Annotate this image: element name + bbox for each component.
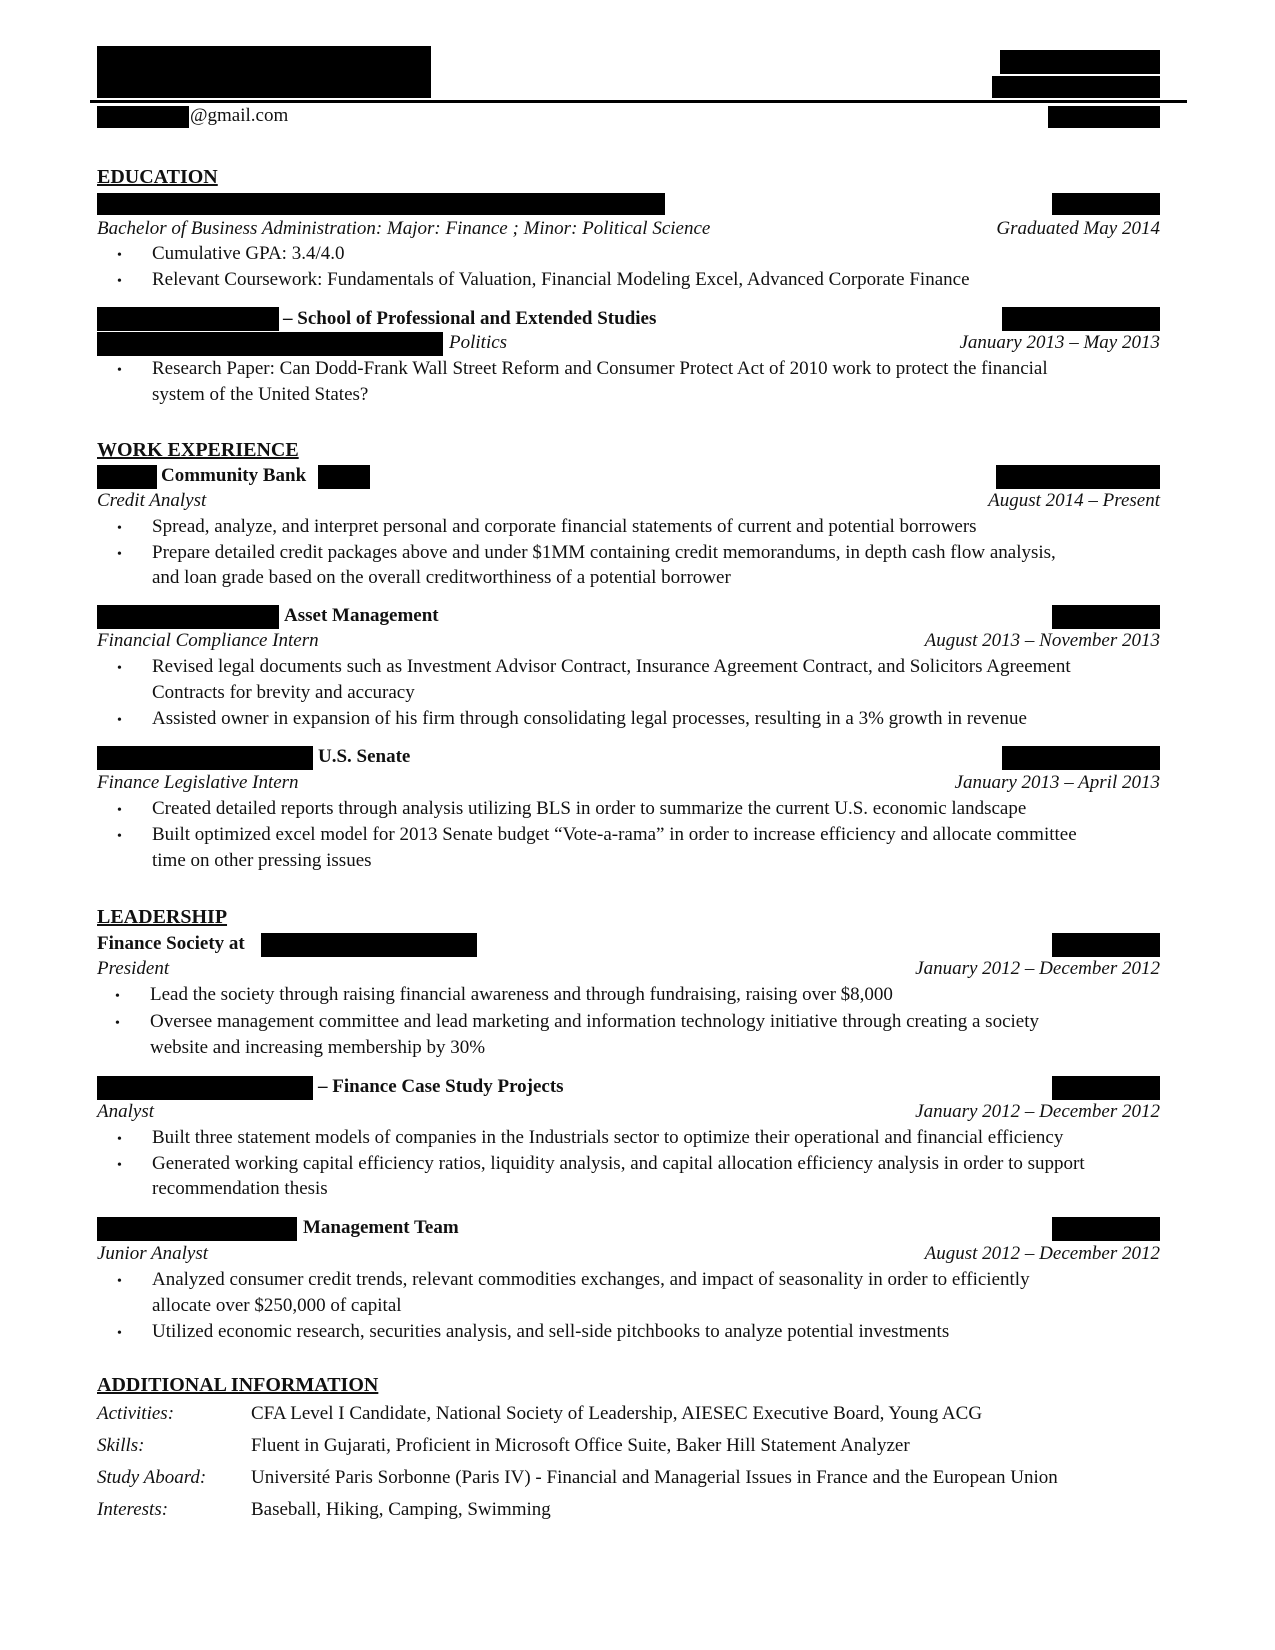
redacted-location xyxy=(1052,193,1160,215)
degree: Bachelor of Business Administration: Major: Finance ; Minor: Political Science xyxy=(97,218,711,239)
redacted-bank-suffix xyxy=(318,465,370,489)
redacted-bank-prefix xyxy=(97,465,157,489)
email-suffix: @gmail.com xyxy=(190,105,289,126)
bullet: • xyxy=(117,803,122,818)
role3-bullet1-line2: allocate over $250,000 of capital xyxy=(152,1295,402,1316)
job1-bullet2-line2: and loan grade based on the overall creditworthiness of a potential borrower xyxy=(152,567,731,588)
role2-title: Analyst xyxy=(97,1101,154,1122)
role1-org: Finance Society at xyxy=(97,933,245,954)
job2-org: Asset Management xyxy=(284,605,439,626)
redacted-role2-prefix xyxy=(97,1076,313,1100)
redacted-job1-location xyxy=(996,465,1160,489)
gpa: Cumulative GPA: 3.4/4.0 xyxy=(152,243,345,264)
redacted-address-line1 xyxy=(1000,50,1160,74)
coursework: Relevant Coursework: Fundamentals of Valuation, Financial Modeling Excel, Advanced Corporate Finance xyxy=(152,269,970,290)
job2-bullet2: Assisted owner in expansion of his firm through consolidating legal processes, resulting in a 3% growth in revenue xyxy=(152,708,1027,729)
program2: Politics xyxy=(449,332,508,353)
skills-label: Skills: xyxy=(97,1435,145,1456)
role2-bullet2-line1: Generated working capital efficiency ratios, liquidity analysis, and capital allocation efficiency analysis in order to support xyxy=(152,1153,1085,1174)
job3-org: U.S. Senate xyxy=(318,746,411,767)
redacted-phone xyxy=(1048,106,1160,128)
bullet: • xyxy=(117,1274,122,1289)
role1-bullet1: Lead the society through raising financial awareness and through fundraising, raising over $8,000 xyxy=(150,984,893,1005)
role2-org: – Finance Case Study Projects xyxy=(318,1076,564,1097)
redacted-school2 xyxy=(97,307,279,331)
section-heading-work: WORK EXPERIENCE xyxy=(97,439,299,461)
bullet: • xyxy=(117,248,122,263)
job1-title: Credit Analyst xyxy=(97,490,207,511)
redacted-role1-school xyxy=(261,933,477,957)
role3-title: Junior Analyst xyxy=(97,1243,209,1264)
bullet: • xyxy=(117,547,122,562)
section-heading-additional: ADDITIONAL INFORMATION xyxy=(97,1374,379,1396)
redacted-course2 xyxy=(97,332,443,356)
redacted-job3-prefix xyxy=(97,746,313,770)
school2-name: – School of Professional and Extended Studies xyxy=(283,308,657,329)
job1-bullet1: Spread, analyze, and interpret personal and corporate financial statements of current and potential borrowers xyxy=(152,516,977,537)
role1-title: President xyxy=(97,958,170,979)
job1-bullet2-line1: Prepare detailed credit packages above and under $1MM containing credit memorandums, in depth cash flow analysis, xyxy=(152,542,1056,563)
job2-title: Financial Compliance Intern xyxy=(97,630,319,651)
research-line1: Research Paper: Can Dodd-Frank Wall Street Reform and Consumer Protect Act of 2010 work to protect the financial xyxy=(152,358,1048,379)
role3-date: August 2012 – December 2012 xyxy=(924,1243,1160,1264)
job3-bullet2-line2: time on other pressing issues xyxy=(152,850,372,871)
job3-bullet1: Created detailed reports through analysis utilizing BLS in order to summarize the current U.S. economic landscape xyxy=(152,798,1027,819)
job2-date: August 2013 – November 2013 xyxy=(924,630,1160,651)
bullet: • xyxy=(117,363,122,378)
redacted-email-user xyxy=(97,106,189,128)
interests-label: Interests: xyxy=(97,1499,169,1520)
redacted-role3-location xyxy=(1052,1217,1160,1241)
research-line2: system of the United States? xyxy=(152,384,369,405)
redacted-location2 xyxy=(1002,307,1160,331)
redacted-job2-prefix xyxy=(97,605,279,629)
job1-date: August 2014 – Present xyxy=(988,490,1160,511)
role1-bullet2-line2: website and increasing membership by 30% xyxy=(150,1037,486,1058)
date2: January 2013 – May 2013 xyxy=(959,332,1160,353)
role3-bullet1-line1: Analyzed consumer credit trends, relevant commodities exchanges, and impact of seasonality in order to efficiently xyxy=(152,1269,1030,1290)
interests-value: Baseball, Hiking, Camping, Swimming xyxy=(251,1499,551,1520)
study-label: Study Aboard: xyxy=(97,1467,207,1488)
bullet: • xyxy=(117,1158,122,1173)
bullet: • xyxy=(117,274,122,289)
redacted-role1-location xyxy=(1052,933,1160,957)
activities-label: Activities: xyxy=(97,1403,175,1424)
bullet: • xyxy=(117,1326,122,1341)
bullet: • xyxy=(117,1132,122,1147)
role1-date: January 2012 – December 2012 xyxy=(915,958,1160,979)
activities-value: CFA Level I Candidate, National Society of Leadership, AIESEC Executive Board, Young ACG xyxy=(251,1403,983,1424)
bullet: • xyxy=(117,713,122,728)
role3-bullet2: Utilized economic research, securities analysis, and sell-side pitchbooks to analyze potential investments xyxy=(152,1321,950,1342)
header-rule xyxy=(90,100,1187,103)
section-heading-leadership: LEADERSHIP xyxy=(97,906,228,928)
bullet: • xyxy=(115,989,120,1004)
redacted-name xyxy=(97,46,431,98)
bullet: • xyxy=(115,1016,120,1031)
role2-date: January 2012 – December 2012 xyxy=(915,1101,1160,1122)
section-heading-education: EDUCATION xyxy=(97,166,218,188)
study-value: Université Paris Sorbonne (Paris IV) - Financial and Managerial Issues in France and the European Union xyxy=(251,1467,1058,1488)
bullet: • xyxy=(117,521,122,536)
degree-date: Graduated May 2014 xyxy=(996,218,1160,239)
job3-bullet2-line1: Built optimized excel model for 2013 Senate budget “Vote-a-rama” in order to increase efficiency and allocate committee xyxy=(152,824,1077,845)
job2-bullet1-line1: Revised legal documents such as Investment Advisor Contract, Insurance Agreement Contract, and Solicitors Agreement xyxy=(152,656,1071,677)
bullet: • xyxy=(117,661,122,676)
role1-bullet2-line1: Oversee management committee and lead marketing and information technology initiative through creating a society xyxy=(150,1011,1040,1032)
skills-value: Fluent in Gujarati, Proficient in Microsoft Office Suite, Baker Hill Statement Analyzer xyxy=(251,1435,910,1456)
redacted-address-line2 xyxy=(992,76,1160,98)
redacted-role2-location xyxy=(1052,1076,1160,1100)
job2-bullet1-line2: Contracts for brevity and accuracy xyxy=(152,682,415,703)
job3-title: Finance Legislative Intern xyxy=(97,772,299,793)
redacted-university xyxy=(97,193,665,215)
redacted-job2-location xyxy=(1052,605,1160,629)
job3-date: January 2013 – April 2013 xyxy=(954,772,1160,793)
role3-org: Management Team xyxy=(303,1217,459,1238)
bullet: • xyxy=(117,829,122,844)
role2-bullet1: Built three statement models of companies in the Industrials sector to optimize their operational and financial efficiency xyxy=(152,1127,1064,1148)
redacted-job3-location xyxy=(1002,746,1160,770)
redacted-role3-prefix xyxy=(97,1217,297,1241)
role2-bullet2-line2: recommendation thesis xyxy=(152,1178,328,1199)
job1-org: Community Bank xyxy=(161,465,307,486)
